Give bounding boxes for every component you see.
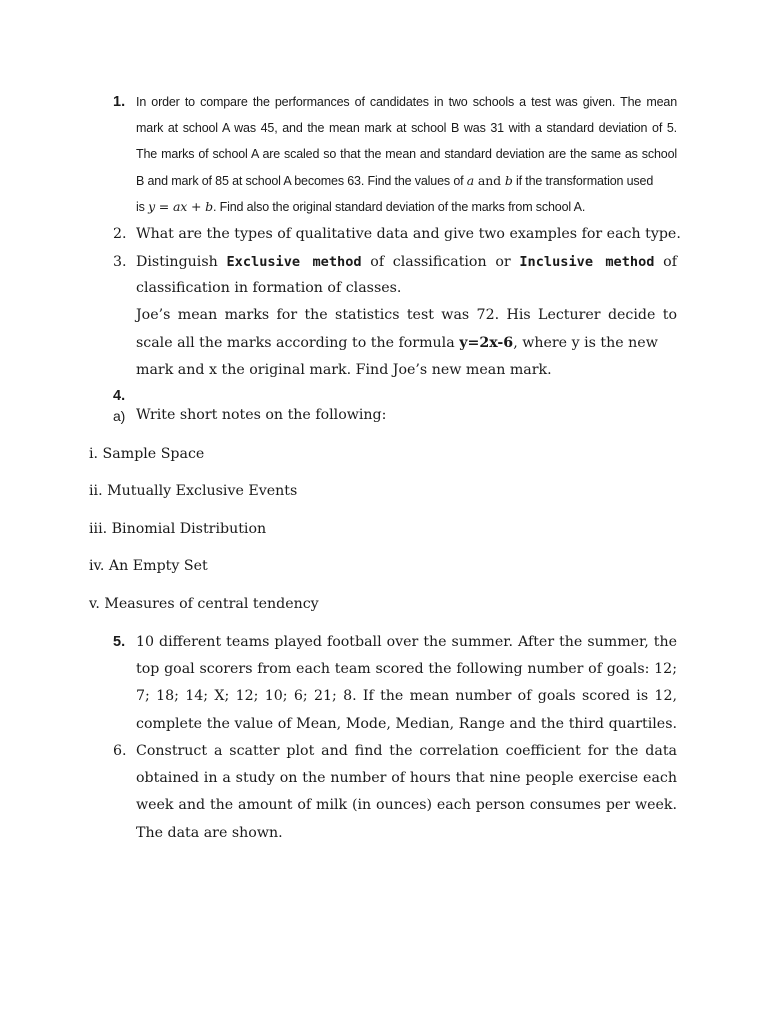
inclusive-method-term: Inclusive method xyxy=(519,254,655,270)
short-note-item: i. Sample Space xyxy=(89,446,205,462)
question-6-number: 6. xyxy=(113,743,127,759)
question-1-line-4-text-b: if the transformation used xyxy=(512,174,654,188)
question-6-line-2: obtained in a study on the number of hours that nine people exercise each xyxy=(136,770,677,786)
question-1-number: 1. xyxy=(113,94,126,110)
question-5-line-2: top goal scorers from each team scored the following number of goals: 12; xyxy=(136,661,677,677)
question-5-line-1: 10 different teams played football over the summer. After the summer, the xyxy=(136,634,677,650)
question-1-line-5-text-a: is xyxy=(136,200,149,214)
question-1-line-2: mark at school A was 45, and the mean mark at school B was 31 with a standard deviation of 5. xyxy=(136,121,677,135)
and-word: and xyxy=(474,173,505,188)
question-2-text: What are the types of qualitative data and give two examples for each type. xyxy=(136,226,681,242)
question-3-line-5: mark and x the original mark. Find Joe’s new mean mark. xyxy=(136,362,552,378)
short-note-item: iii. Binomial Distribution xyxy=(89,521,267,537)
question-2-number: 2. xyxy=(113,226,127,242)
exclusive-method-term: Exclusive method xyxy=(226,254,362,270)
question-1-line-5 xyxy=(136,199,585,214)
short-note-item: v. Measures of central tendency xyxy=(89,596,319,612)
transformation-formula: y = ax + b xyxy=(148,199,213,214)
scaling-formula: y=2x-6 xyxy=(459,335,514,351)
variable-b: b xyxy=(504,173,513,188)
question-5-line-3: 7; 18; 14; X; 12; 10; 6; 21; 8. If the mean number of goals scored is 12, xyxy=(136,688,677,704)
question-3-line-1-text-c: of xyxy=(654,254,677,270)
question-4-number: 4. xyxy=(113,388,126,404)
question-3-number: 3. xyxy=(113,254,127,270)
question-3-line-3: Joe’s mean marks for the statistics test was 72. His Lecturer decide to xyxy=(136,307,677,323)
question-5-line-4: complete the value of Mean, Mode, Median, Range and the third quartiles. xyxy=(136,716,677,732)
question-3-line-4 xyxy=(136,335,677,351)
question-3-line-1 xyxy=(136,254,677,270)
question-3-line-4-text-b: , where y is the new xyxy=(513,335,658,351)
question-1-line-4 xyxy=(136,173,653,188)
question-4-part-label: a) xyxy=(113,408,126,424)
question-3-line-2: classification in formation of classes. xyxy=(136,280,402,296)
question-3-line-1-text-a: Distinguish xyxy=(136,254,227,270)
question-6-line-3: week and the amount of milk (in ounces) each person consumes per week. xyxy=(136,797,677,813)
question-6-line-1: Construct a scatter plot and find the correlation coefficient for the data xyxy=(136,743,677,759)
short-note-item: iv. An Empty Set xyxy=(89,558,208,574)
question-4-part-text: Write short notes on the following: xyxy=(136,407,387,423)
question-5-number: 5. xyxy=(113,634,126,650)
question-6-line-4: The data are shown. xyxy=(136,825,283,841)
question-1-line-3: The marks of school A are scaled so that the mean and standard deviation are the same as school xyxy=(136,147,677,161)
short-note-item: ii. Mutually Exclusive Events xyxy=(89,483,298,499)
question-3-line-4-text-a: scale all the marks according to the formula xyxy=(136,335,460,351)
question-1-line-1: In order to compare the performances of candidates in two schools a test was given. The mean xyxy=(136,95,677,109)
question-1-line-5-text-b: . Find also the original standard deviation of the marks from school A. xyxy=(212,200,586,214)
question-1-line-4-text-a: B and mark of 85 at school A becomes 63. Find the values of xyxy=(136,174,467,188)
question-3-line-1-text-b: of classification or xyxy=(361,254,520,270)
variable-a: a xyxy=(466,173,475,188)
